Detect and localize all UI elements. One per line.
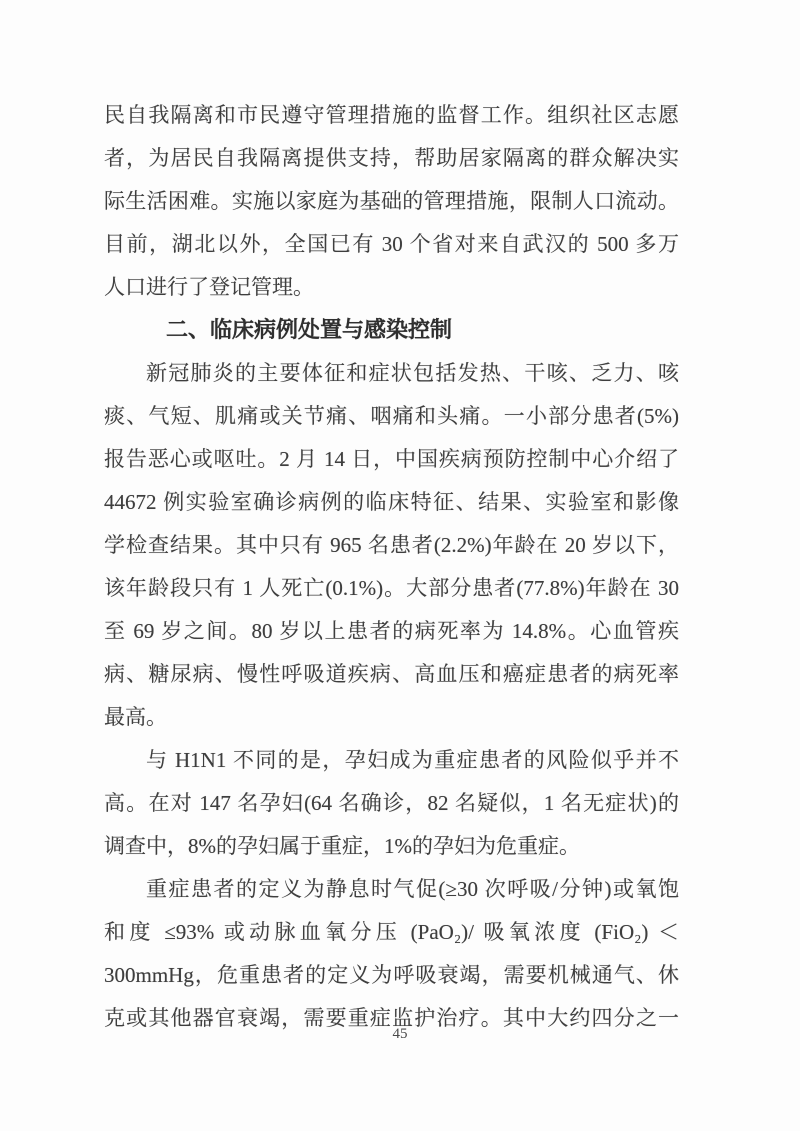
text-line: 重症患者的定义为静息时气促(≥30 次呼吸/分钟)或氧饱: [146, 877, 679, 901]
text-line: 至 69 岁之间。80 岁以上患者的病死率为 14.8%。心血管疾: [104, 619, 679, 643]
text-line: 与 H1N1 不同的是，孕妇成为重症患者的风险似乎并不: [146, 748, 679, 772]
page-number: 45: [392, 1026, 408, 1042]
text-line: 44672 例实验室确诊病例的临床特征、结果、实验室和影像: [104, 490, 679, 514]
text-line: 际生活困难。实施以家庭为基础的管理措施，限制人口流动。: [104, 189, 679, 213]
text-line: 高。在对 147 名孕妇(64 名确诊，82 名疑似，1 名无症状)的: [104, 791, 679, 815]
text-line: 和度 ≤93% 或动脉血氧分压 (PaO₂)/ 吸氧浓度 (FiO₂) ＜: [104, 920, 679, 944]
text-line: 者，为居民自我隔离提供支持，帮助居家隔离的群众解决实: [104, 146, 679, 170]
text-line: 人口进行了登记管理。: [104, 275, 314, 299]
text-line: 300mmHg，危重患者的定义为呼吸衰竭，需要机械通气、休: [104, 963, 679, 987]
text-line: 该年龄段只有 1 人死亡(0.1%)。大部分患者(77.8%)年龄在 30: [104, 576, 679, 600]
text-line: 民自我隔离和市民遵守管理措施的监督工作。组织社区志愿: [104, 103, 679, 127]
text-line: 学检查结果。其中只有 965 名患者(2.2%)年龄在 20 岁以下，: [104, 533, 679, 557]
text-line: 调查中，8%的孕妇属于重症，1%的孕妇为危重症。: [104, 834, 580, 858]
text-line: 最高。: [104, 705, 167, 729]
document-body: [104, 94, 679, 1040]
text-line: 目前，湖北以外，全国已有 30 个省对来自武汉的 500 多万: [104, 232, 679, 256]
text-line: 痰、气短、肌痛或关节痛、咽痛和头痛。一小部分患者(5%): [104, 404, 679, 428]
text-line: 病、糖尿病、慢性呼吸道疾病、高血压和癌症患者的病死率: [104, 662, 679, 686]
section-heading: 二、临床病例处置与感染控制: [166, 318, 453, 343]
text-line: 新冠肺炎的主要体征和症状包括发热、干咳、乏力、咳: [146, 361, 679, 385]
text-line: 报告恶心或呕吐。2 月 14 日，中国疾病预防控制中心介绍了: [104, 447, 679, 471]
text-line: 克或其他器官衰竭，需要重症监护治疗。其中大约四分之一: [104, 1006, 679, 1030]
